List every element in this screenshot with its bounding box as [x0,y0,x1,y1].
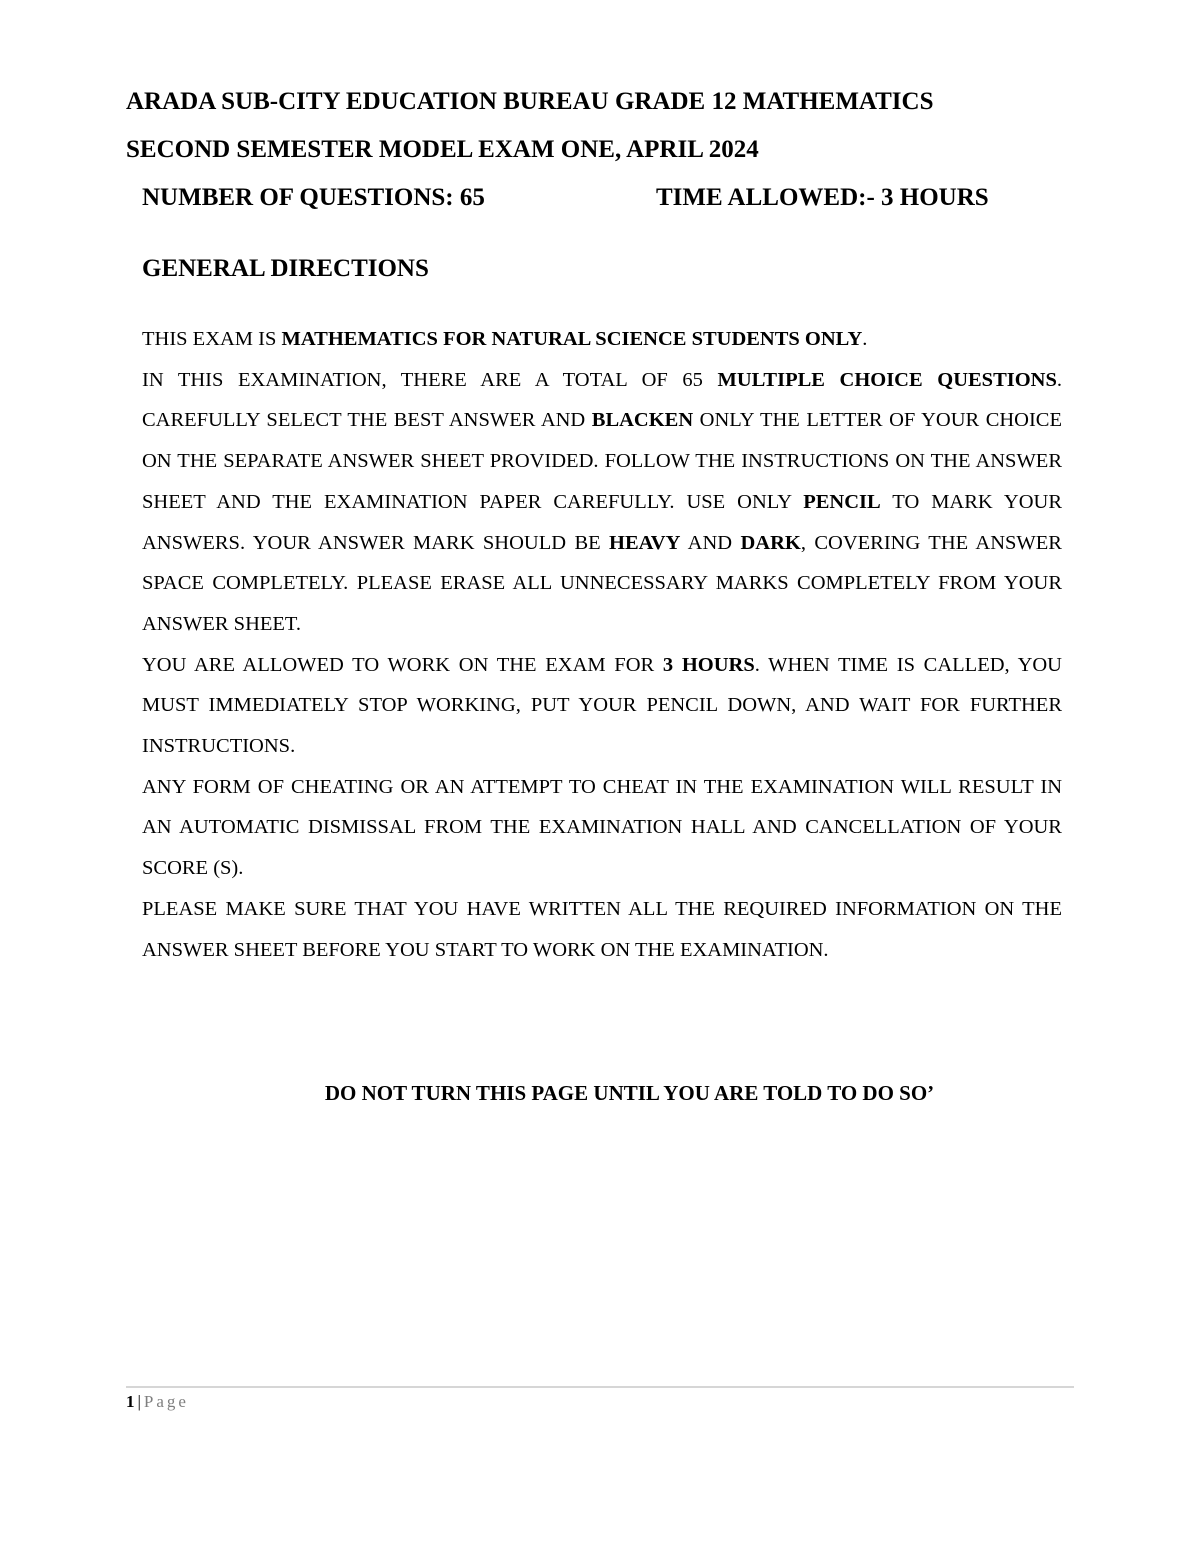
direction-text: . WHEN TIME IS CALLED, YOU MUST IMMEDIATELY STOP WORKING, PUT YOUR PENCIL DOWN, AND WAIT FOR FURTHER INSTRUCTIONS. [142,653,1062,758]
page-footer [126,1390,189,1414]
direction-emphasis: 3 HOURS [662,653,755,676]
direction-emphasis: MATHEMATICS FOR NATURAL SCIENCE STUDENTS ONLY [281,328,863,350]
do-not-turn-notice: DO NOT TURN THIS PAGE UNTIL YOU ARE TOLD TO DO SO’ [324,1081,935,1105]
direction-text: , COVERING THE ANSWER SPACE COMPLETELY. PLEASE ERASE ALL UNNECESSARY MARKS COMPLETELY FROM YOUR ANSWER SHEET. [142,531,1062,635]
direction-text: AND [680,531,741,554]
direction-emphasis: BLACKEN [591,409,694,432]
direction-text: TO MARK YOUR ANSWERS. YOUR ANSWER MARK SHOULD BE [142,490,1062,554]
time-allowed: TIME ALLOWED:- 3 HOURS [656,184,989,211]
general-directions-heading: GENERAL DIRECTIONS [142,255,429,282]
direction-text: ONLY THE LETTER OF YOUR CHOICE ON THE SEPARATE ANSWER SHEET PROVIDED. FOLLOW THE INSTRUCTIONS ON THE ANSWER SHEET AND THE EXAMINATION PAPER CAREFULLY. USE ONLY [142,409,1062,513]
direction-text: YOU ARE ALLOWED TO WORK ON THE EXAM FOR [142,653,663,676]
direction-paragraph-3 [142,645,1062,767]
direction-emphasis: DARK [740,531,801,554]
page-number: 1 [126,1392,135,1411]
direction-emphasis: HEAVY [609,531,681,554]
direction-paragraph-4: ANY FORM OF CHEATING OR AN ATTEMPT TO CHEAT IN THE EXAMINATION WILL RESULT IN AN AUTOMATIC DISMISSAL FROM THE EXAMINATION HALL AND CANCELLATION OF YOUR SCORE (S). [142,775,1062,880]
direction-paragraph-1 [142,319,1062,360]
direction-paragraph-5: PLEASE MAKE SURE THAT YOU HAVE WRITTEN ALL THE REQUIRED INFORMATION ON THE ANSWER SHEET BEFORE YOU START TO WORK ON THE EXAMINATION. [142,897,1062,961]
direction-text: . CAREFULLY SELECT THE BEST ANSWER AND [142,368,1062,432]
general-directions-body [142,319,1062,970]
direction-text: IN THIS EXAMINATION, THERE ARE A TOTAL OF 65 [142,368,718,391]
direction-paragraph-2 [142,360,1062,645]
direction-text: . [862,328,868,350]
exam-title-line-2: SECOND SEMESTER MODEL EXAM ONE, APRIL 2024 [126,136,759,163]
number-of-questions: NUMBER OF QUESTIONS: 65 [142,184,485,211]
direction-emphasis: MULTIPLE CHOICE QUESTIONS [717,368,1057,391]
direction-emphasis: PENCIL [803,490,881,513]
page-separator: | [137,1392,141,1411]
direction-text: THIS EXAM IS [142,328,282,350]
footer-divider [126,1386,1074,1388]
page-label: Page [143,1392,189,1411]
exam-title-line-1: ARADA SUB-CITY EDUCATION BUREAU GRADE 12 MATHEMATICS [126,88,934,115]
